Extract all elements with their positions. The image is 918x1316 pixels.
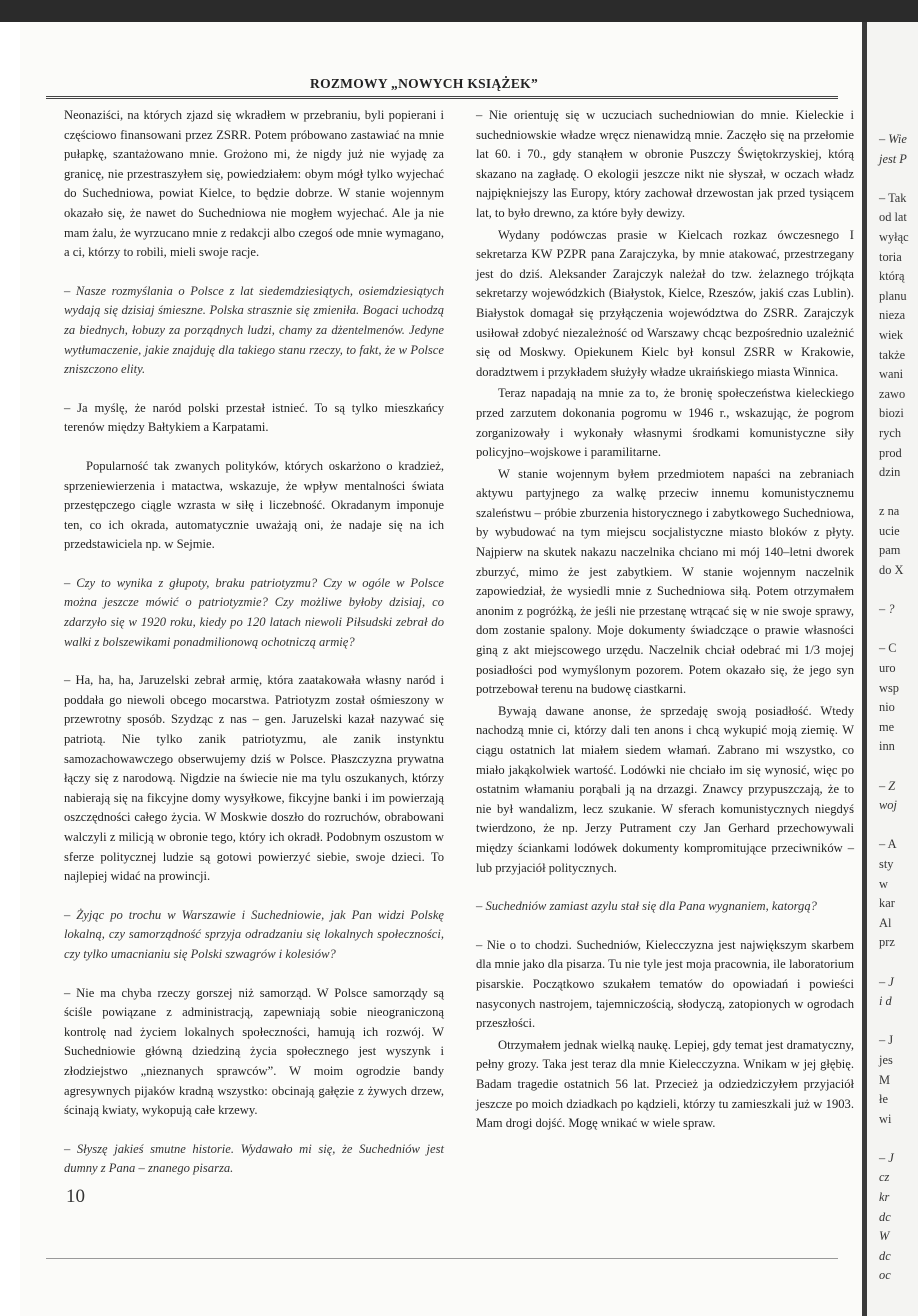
next-page-line-fragment: – A [879, 837, 897, 852]
next-page-line-fragment: jes [879, 1052, 893, 1067]
next-page-line-fragment [879, 169, 918, 189]
next-page-line-fragment: woj [879, 798, 897, 813]
next-page-line-fragment: nio [879, 700, 895, 715]
running-header [46, 66, 838, 99]
next-page-line-fragment: do X [879, 563, 904, 578]
next-page-fragments [879, 130, 918, 1286]
next-page-line-fragment: ucie [879, 523, 900, 538]
interview-answer: – Nie ma chyba rzeczy gorszej niż samorząd. W Polsce samorządy są ściśle powiązane z administracją, zapewniają sobie nieograniczoną kontrolę nad życiem lokalnych społeczności, hamują ich rozwój. W Suchedniowie główną dziedziną życia społecznego jest wyszynk i złodziejstwo „nieznanych sprawców”. W moim ogrodzie bandy agresywnych pijaków kradną wszystko: obcinają gałęzie z żywych drzew, ścinają kwiaty, wykopują całe krzewy. [64, 985, 444, 1118]
footer-rule [46, 1258, 838, 1259]
next-page-line-fragment: pam [879, 543, 901, 558]
interview-answer: Wydany podówczas prasie w Kielcach rozkaz ówczesnego I sekretarza KW PZPR pana Zarajczyka, by mnie atakować, przestrzegany jest do dziś. Aleksander Zarajczyk należał do tzw. żelaznego trójkąta sekretarzy wojewódzkich (Białystok, Kielce, Rzeszów, jakiś czas Lublin). Białystok domagał się przyłączenia województwa do ZSRR. Zarajczyk usiłował zdobyć niezależność od Warszawy chcąc bezpośrednio uzależnić się od Moskwy. Opiekunem Kielc był konsul ZSRR w Krakowie, doradztwem i przykładem służyły władze ukraińskiego miasta Winnica. [476, 227, 854, 379]
next-page-line-fragment: kr [879, 1190, 890, 1205]
next-page-line-fragment: nieza [879, 308, 906, 323]
next-page-line-fragment: dc [879, 1209, 891, 1224]
next-page-line-fragment: uro [879, 661, 896, 676]
next-page-line-fragment: łe [879, 1092, 888, 1107]
interview-answer: Bywają dawane anonse, że sprzedaję swoją posiadłość. Wtedy nachodzą mnie ci, którzy dali ten anons i chcą wykupić moją ziemię. W ciągu ostatnich lat miałem siedem włamań. Zabrano mi wszystko, co miało jakąkolwiek wartość. Lodówki nie chciało im się wynosić, więc po ostatnim włamaniu porąbali ją na drzazgi. Znawcy przypuszczają, że to nie był wandalizm, lecz szukanie. W sferach komunistycznych niegdyś twierdzono, że np. Jerzy Putrament czy Jan Gerhard przechowywali między ściankami lodówek dokumenty kompromitujące przeciwników – lub przyjaciół politycznych. [476, 703, 854, 875]
next-page-line-fragment: – C [879, 641, 897, 656]
next-page-line-fragment: – J [879, 1033, 894, 1048]
right-text-column [476, 106, 854, 1136]
page-number: 10 [66, 1186, 85, 1207]
next-page-line-fragment: wi [879, 1111, 892, 1126]
next-page-line-fragment: w [879, 876, 888, 891]
interview-answer: W stanie wojennym byłem przedmiotem napaści na zebraniach aktywu partyjnego za walkę przeciw innemu komunistycznemu szaleństwu – próbie zburzenia historycznego i zabytkowego Suchedniowa, by wybudować na tym miejscu socjalistyczne miasto bloków z płyty. Najpierw na skutek nakazu naczelnika chciano mi mój 140–letni dworek zburzyć, mimo że jest zabytkiem. W stanie wojennym naczelnik zapowiedział, że wysiedli mnie z Suchedniowa siłą. Potem otrzymałem anonim z pogróżką, że jeśli nie przestanę wtrącać się w nie swoje sprawy, dom zostanie spalony. Moje dokumenty świadczące o prawie własności giną z akt miejscowego urzędu. Naczelnik chciał odebrać mi 1/3 mojej posiadłości pod wymyślonym pozorem. Potem okazało się, że jego syn potrzebował terenu na budowę ciastkarni. [476, 466, 854, 697]
next-page-line-fragment [879, 483, 918, 503]
next-page-line-fragment: dc [879, 1248, 891, 1263]
next-page-line-fragment [879, 757, 918, 777]
next-page-line-fragment: – Tak [879, 190, 907, 205]
interview-answer: – Nie orientuję się w uczuciach suchedniowian do mnie. Kieleckie i suchedniowskie władze wręcz nienawidzą mnie. Zaczęło się na przełomie lat 60. i 70., gdy stanąłem w obronie Puszczy Świętokrzyskiej, którą skazano na zagładę. O ekologii jeszcze nikt nie słyszał, w oczach władz najpiękniejszy las Europy, który zachował drzewostan jak przed tysiącem lat, to było drewno, za które były dewizy. [476, 108, 854, 220]
next-page-line-fragment: – Z [879, 778, 896, 793]
next-page-line-fragment: Al [879, 915, 892, 930]
next-page-line-fragment [879, 1129, 918, 1149]
next-page-line-fragment: i d [879, 994, 892, 1009]
next-page-line-fragment [879, 953, 918, 973]
next-page-line-fragment [879, 816, 918, 836]
next-page-line-fragment: którą [879, 269, 905, 284]
next-page-line-fragment [879, 1012, 918, 1032]
next-page-line-fragment: od lat [879, 210, 907, 225]
interview-answer: – Ja myślę, że naród polski przestał istnieć. To są tylko mieszkańcy terenów między Bałtykiem a Karpatami. [64, 400, 444, 435]
next-page-line-fragment: planu [879, 288, 907, 303]
next-page-line-fragment: rych [879, 425, 902, 440]
interview-question: – Żyjąc po trochu w Warszawie i Suchedniowie, jak Pan widzi Polskę lokalną, czy samorządność sprzyja odradzaniu się lokalnych społeczności, czy tylko umacnianiu się Polski szwagrów i kolesiów? [64, 907, 444, 961]
next-page-line-fragment: M [879, 1072, 891, 1087]
interview-answer: Neonaziści, na których zjazd się wkradłem w przebraniu, byli popierani i częściowo finansowani przez ZSRR. Potem próbowano zastawiać na mnie pułapkę, szantażowano mnie. Grożono mi, że nigdy już nie wyjadę za granicę, nie przestraszyłem się, powiedziałem: obym mógł tylko wyjechać do Suchedniowa, powiat Kielce, to będzie dobrze. W stanie wojennym okazało się, że nawet do Suchedniowa nie mogłem wyjechać. Ale ja nie mam żalu, że wyrzucano mnie z redakcji albo czegoś ode mnie wymagano, a ci, którzy to robili, mieli swoje racje. [64, 108, 444, 260]
next-page-line-fragment: wiek [879, 327, 904, 342]
running-header-title: ROZMOWY „NOWYCH KSIĄŻEK” [310, 76, 538, 91]
next-page-line-fragment: me [879, 719, 895, 734]
interview-answer: Teraz napadają na mnie za to, że bronię społeczeństwa kieleckiego przed zarzutem dokonania pogromu w 1946 r., wskazując, że pogrom zorganizowały i wykonały własnymi środkami komunistyczne siły policyjno–wojskowe i paramilitarne. [476, 386, 854, 460]
interview-answer: – Ha, ha, ha, Jaruzelski zebrał armię, która zaatakowała własny naród i poddała go niewoli obcego mocarstwa. Patriotyzm został ośmieszony w przewrotny sposób. Szydząc z nas – gen. Jaruzelski kazał nazywać się patriotą. Nie tylko zanik patriotyzmu, ale zanik instynktu samozachowawczego obserwujemy dziś w Polsce. Płaszczyzna prywatna łączy się z narodową. Nigdzie na świecie nie ma tylu oszukanych, którzy nabierają się na fikcyjne domy wysyłkowe, fikcyjne banki i im powierzają oszczędności całego życia. W Moskwie doszło do rozruchów, obrabowani walczyli z milicją w obronie tego, który ich okradł. Podobnym oszustom w sferze politycznej ludzie są gotowi powierzyć siebie, swoje dzieci. To najlepiej widać na prowincji. [64, 673, 444, 884]
next-page-line-fragment: inn [879, 739, 895, 754]
interview-answer: – Nie o to chodzi. Suchedniów, Kielecczyzna jest największym skarbem dla mnie jako dla pisarza. Tu nie tyle jest moja pracownia, ile laboratorium pisarskie. Początkowo szukałem tematów do opowiadań i powieści nasyconych nastrojem, tajemniczością, słodyczą, zatopionych w ogrodach przeszłości. [476, 937, 854, 1031]
next-page-line-fragment: sty [879, 856, 894, 871]
interview-answer: Popularność tak zwanych polityków, których oskarżono o kradzież, sprzeniewierzenia i matactwa, wskazuje, że wpływ mentalności świata przestępczego ciągle wzrasta w siłę i liczebność. Okradanym imponuje ten, co ich okrada, automatycznie uważają oni, że nadaje się na ich przedstawiciela np. w Sejmie. [64, 458, 444, 552]
next-page-line-fragment: – J [879, 974, 894, 989]
next-page-line-fragment: W [879, 1229, 890, 1244]
next-page-line-fragment: biozi [879, 406, 904, 421]
top-scan-edge [0, 0, 918, 22]
next-page-line-fragment: z na [879, 504, 900, 519]
next-page-line-fragment: kar [879, 896, 895, 911]
next-page-line-fragment: wsp [879, 680, 899, 695]
next-page-line-fragment [879, 581, 918, 601]
next-page-line-fragment: – J [879, 1150, 894, 1165]
next-page-line-fragment: oc [879, 1268, 891, 1283]
next-page-line-fragment: cz [879, 1170, 890, 1185]
next-page-line-fragment: prz [879, 935, 895, 950]
next-page-line-fragment: wyłąc [879, 229, 909, 244]
next-page-line-fragment: prod [879, 445, 902, 460]
next-page-line-fragment: także [879, 347, 906, 362]
interview-question: – Czy to wynika z głupoty, braku patriotyzmu? Czy w ogóle w Polsce można jeszcze mówić o patriotyzmie? Czy możliwe byłoby dzisiaj, co zdarzyło się w 1920 roku, kiedy po 120 latach niewoli Piłsudski zebrał do walki z bolszewikami ponadmilionową ochotniczą armię? [64, 575, 444, 649]
next-page-line-fragment: jest P [879, 151, 907, 166]
interview-answer: Otrzymałem jednak wielką naukę. Lepiej, gdy temat jest dramatyczny, pełny grozy. Taka jest teraz dla mnie Kielecczyzna. Wnikam w jej głębię. Badam tragedie ostatnich 56 lat. Przecież ja odziedziczyłem przyjaciół jeszcze po moich dziadkach po kądzieli, którzy tu zamieszkali już w 1903. Mam drogi dojść. Mogę wnikać w wiele spraw. [476, 1037, 854, 1131]
interview-question: – Słyszę jakieś smutne historie. Wydawało mi się, że Suchedniów jest dumny z Pana – znanego pisarza. [64, 1141, 444, 1176]
next-page-edge [862, 22, 918, 1316]
next-page-line-fragment: toria [879, 249, 902, 264]
next-page-line-fragment: – Wie [879, 132, 907, 146]
next-page-line-fragment: dzin [879, 465, 901, 480]
next-page-line-fragment [879, 620, 918, 640]
interview-question: – Suchedniów zamiast azylu stał się dla Pana wygnaniem, katorgą? [476, 899, 817, 914]
next-page-line-fragment: zawo [879, 386, 906, 401]
left-text-column [64, 106, 444, 1198]
next-page-line-fragment: wani [879, 367, 904, 382]
next-page-line-fragment: – ? [879, 602, 895, 617]
interview-question: – Nasze rozmyślania o Polsce z lat siedemdziesiątych, osiemdziesiątych wydają się dzisiaj śmieszne. Polska strasznie się zmieniła. Bogaci uchodzą za biednych, łobuzy za porządnych ludzi, chamy za dżentelmenów. Jedyne wytłumaczenie, jakie znajduję dla takiego stanu rzeczy, to fakt, że w Polsce zniszczono elity. [64, 283, 444, 377]
